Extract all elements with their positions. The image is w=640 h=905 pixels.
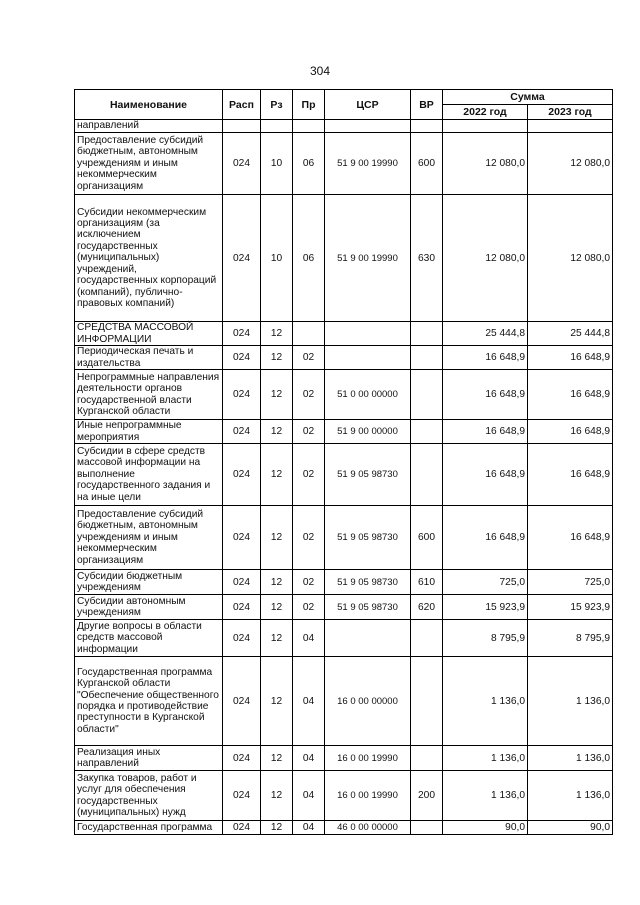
row-name-cell: Иные непрограммные мероприятия	[75, 420, 223, 444]
row-csr-cell: 51 9 05 98730	[325, 570, 411, 595]
row-vr-cell	[411, 657, 443, 746]
row-csr-cell	[325, 120, 411, 133]
header-name: Наименование	[75, 90, 223, 120]
row-rz-cell: 12	[261, 771, 293, 821]
row-2022-cell: 1 136,0	[443, 657, 528, 746]
table-row	[75, 821, 613, 835]
row-rz-cell: 10	[261, 195, 293, 322]
row-vr-cell	[411, 444, 443, 506]
table-row	[75, 746, 613, 771]
row-2023-cell: 90,0	[528, 821, 613, 835]
row-2022-cell: 8 795,9	[443, 620, 528, 657]
row-rasp-cell: 024	[223, 570, 261, 595]
row-2023-cell: 15 923,9	[528, 595, 613, 620]
table-row	[75, 420, 613, 444]
row-2023-cell: 25 444,8	[528, 322, 613, 346]
row-rasp-cell: 024	[223, 133, 261, 195]
header-year-2023: 2023 год	[528, 105, 613, 120]
row-csr-cell: 51 9 05 98730	[325, 595, 411, 620]
row-pr-cell: 04	[293, 821, 325, 835]
row-csr-cell: 16 0 00 19990	[325, 746, 411, 771]
row-rz-cell: 12	[261, 370, 293, 420]
row-2023-cell: 12 080,0	[528, 195, 613, 322]
row-rasp-cell: 024	[223, 746, 261, 771]
row-2023-cell: 16 648,9	[528, 420, 613, 444]
row-vr-cell	[411, 370, 443, 420]
row-2023-cell: 12 080,0	[528, 133, 613, 195]
row-2023-cell: 1 136,0	[528, 771, 613, 821]
row-name-cell: Реализация иных направлений	[75, 746, 223, 771]
row-2023-cell: 8 795,9	[528, 620, 613, 657]
row-2023-cell: 16 648,9	[528, 444, 613, 506]
row-pr-cell: 04	[293, 620, 325, 657]
row-csr-cell: 51 9 05 98730	[325, 506, 411, 570]
row-rz-cell: 10	[261, 133, 293, 195]
row-vr-cell	[411, 346, 443, 370]
row-pr-cell: 02	[293, 595, 325, 620]
row-rz-cell: 12	[261, 746, 293, 771]
table-row	[75, 620, 613, 657]
table-row	[75, 506, 613, 570]
row-rasp-cell: 024	[223, 322, 261, 346]
row-2022-cell: 16 648,9	[443, 444, 528, 506]
row-vr-cell	[411, 120, 443, 133]
table-row	[75, 570, 613, 595]
row-rz-cell: 12	[261, 595, 293, 620]
table-row	[75, 771, 613, 821]
row-rasp-cell: 024	[223, 657, 261, 746]
row-2023-cell: 16 648,9	[528, 370, 613, 420]
row-2022-cell: 90,0	[443, 821, 528, 835]
row-2022-cell: 16 648,9	[443, 420, 528, 444]
row-rz-cell: 12	[261, 570, 293, 595]
row-name-cell: СРЕДСТВА МАССОВОЙ ИНФОРМАЦИИ	[75, 322, 223, 346]
row-rasp-cell: 024	[223, 821, 261, 835]
row-2022-cell: 15 923,9	[443, 595, 528, 620]
row-name-cell: Другие вопросы в области средств массовой информации	[75, 620, 223, 657]
row-rz-cell: 12	[261, 821, 293, 835]
header-rz: Рз	[261, 90, 293, 120]
row-name-cell: Закупка товаров, работ и услуг для обеспечения государственных (муниципальных) нужд	[75, 771, 223, 821]
row-rz-cell: 12	[261, 322, 293, 346]
row-name-cell: Непрограммные направления деятельности органов государственной власти Курганской области	[75, 370, 223, 420]
row-pr-cell: 02	[293, 370, 325, 420]
budget-table	[74, 89, 613, 835]
row-2023-cell: 1 136,0	[528, 657, 613, 746]
row-rasp-cell: 024	[223, 444, 261, 506]
row-pr-cell: 06	[293, 133, 325, 195]
row-csr-cell: 51 9 05 98730	[325, 444, 411, 506]
row-name-cell: Субсидии некоммерческим организациям (за исключением государственных (муниципальных) учреждений, государственных корпораций (компаний), публично-правовых компаний)	[75, 195, 223, 322]
row-2022-cell	[443, 120, 528, 133]
header-sum: Сумма	[443, 90, 613, 105]
row-pr-cell: 04	[293, 771, 325, 821]
row-rz-cell: 12	[261, 506, 293, 570]
row-2022-cell: 12 080,0	[443, 195, 528, 322]
row-pr-cell	[293, 322, 325, 346]
row-csr-cell: 16 0 00 00000	[325, 657, 411, 746]
row-name-cell: Предоставление субсидий бюджетным, автономным учреждениям и иным некоммерческим организациям	[75, 506, 223, 570]
row-pr-cell: 02	[293, 346, 325, 370]
row-rasp-cell: 024	[223, 620, 261, 657]
row-vr-cell	[411, 322, 443, 346]
row-csr-cell	[325, 346, 411, 370]
row-pr-cell: 02	[293, 570, 325, 595]
table-row	[75, 370, 613, 420]
row-pr-cell	[293, 120, 325, 133]
row-2022-cell: 1 136,0	[443, 771, 528, 821]
row-vr-cell	[411, 420, 443, 444]
table-row	[75, 195, 613, 322]
row-csr-cell: 51 9 00 19990	[325, 133, 411, 195]
row-pr-cell: 02	[293, 444, 325, 506]
row-rasp-cell: 024	[223, 195, 261, 322]
row-vr-cell: 630	[411, 195, 443, 322]
row-csr-cell: 51 9 00 19990	[325, 195, 411, 322]
row-2022-cell: 16 648,9	[443, 370, 528, 420]
header-csr: ЦСР	[325, 90, 411, 120]
row-vr-cell: 200	[411, 771, 443, 821]
row-2023-cell: 16 648,9	[528, 506, 613, 570]
row-vr-cell	[411, 821, 443, 835]
row-2022-cell: 16 648,9	[443, 346, 528, 370]
table-row	[75, 444, 613, 506]
header-vr: ВР	[411, 90, 443, 120]
row-rasp-cell: 024	[223, 370, 261, 420]
row-vr-cell: 620	[411, 595, 443, 620]
row-2023-cell: 1 136,0	[528, 746, 613, 771]
row-2022-cell: 725,0	[443, 570, 528, 595]
row-rasp-cell: 024	[223, 595, 261, 620]
row-name-cell: Субсидии бюджетным учреждениям	[75, 570, 223, 595]
row-name-cell: Предоставление субсидий бюджетным, автономным учреждениям и иным некоммерческим организациям	[75, 133, 223, 195]
header-year-2022: 2022 год	[443, 105, 528, 120]
row-csr-cell: 16 0 00 19990	[325, 771, 411, 821]
row-csr-cell	[325, 620, 411, 657]
table-row	[75, 120, 613, 133]
row-vr-cell: 610	[411, 570, 443, 595]
row-pr-cell: 02	[293, 506, 325, 570]
row-name-cell: направлений	[75, 120, 223, 133]
row-rasp-cell: 024	[223, 346, 261, 370]
row-pr-cell: 04	[293, 657, 325, 746]
table-row	[75, 657, 613, 746]
row-2023-cell	[528, 120, 613, 133]
row-rasp-cell	[223, 120, 261, 133]
row-csr-cell: 51 0 00 00000	[325, 370, 411, 420]
row-2022-cell: 12 080,0	[443, 133, 528, 195]
row-name-cell: Субсидии в сфере средств массовой информации на выполнение государственного задания и на иные цели	[75, 444, 223, 506]
header-rasp: Расп	[223, 90, 261, 120]
row-name-cell: Периодическая печать и издательства	[75, 346, 223, 370]
row-name-cell: Субсидии автономным учреждениям	[75, 595, 223, 620]
row-rasp-cell: 024	[223, 420, 261, 444]
row-pr-cell: 06	[293, 195, 325, 322]
row-csr-cell: 51 9 00 00000	[325, 420, 411, 444]
row-rz-cell: 12	[261, 657, 293, 746]
row-2023-cell: 725,0	[528, 570, 613, 595]
row-2023-cell: 16 648,9	[528, 346, 613, 370]
page-number: 304	[309, 64, 331, 78]
table-body	[75, 120, 613, 835]
table-header	[75, 90, 613, 120]
row-vr-cell: 600	[411, 133, 443, 195]
row-rz-cell	[261, 120, 293, 133]
row-2022-cell: 25 444,8	[443, 322, 528, 346]
row-rz-cell: 12	[261, 420, 293, 444]
row-2022-cell: 1 136,0	[443, 746, 528, 771]
row-2022-cell: 16 648,9	[443, 506, 528, 570]
row-name-cell: Государственная программа	[75, 821, 223, 835]
row-rz-cell: 12	[261, 346, 293, 370]
row-vr-cell	[411, 620, 443, 657]
row-name-cell: Государственная программа Курганской области "Обеспечение общественного порядка и противодействие преступности в Курганской области"	[75, 657, 223, 746]
row-csr-cell: 46 0 00 00000	[325, 821, 411, 835]
row-rasp-cell: 024	[223, 506, 261, 570]
header-pr: Пр	[293, 90, 325, 120]
row-rz-cell: 12	[261, 620, 293, 657]
row-rz-cell: 12	[261, 444, 293, 506]
row-vr-cell	[411, 746, 443, 771]
row-pr-cell: 02	[293, 420, 325, 444]
table-row	[75, 595, 613, 620]
table-row	[75, 346, 613, 370]
row-csr-cell	[325, 322, 411, 346]
row-rasp-cell: 024	[223, 771, 261, 821]
table-row	[75, 322, 613, 346]
row-vr-cell: 600	[411, 506, 443, 570]
row-pr-cell: 04	[293, 746, 325, 771]
table-row	[75, 133, 613, 195]
